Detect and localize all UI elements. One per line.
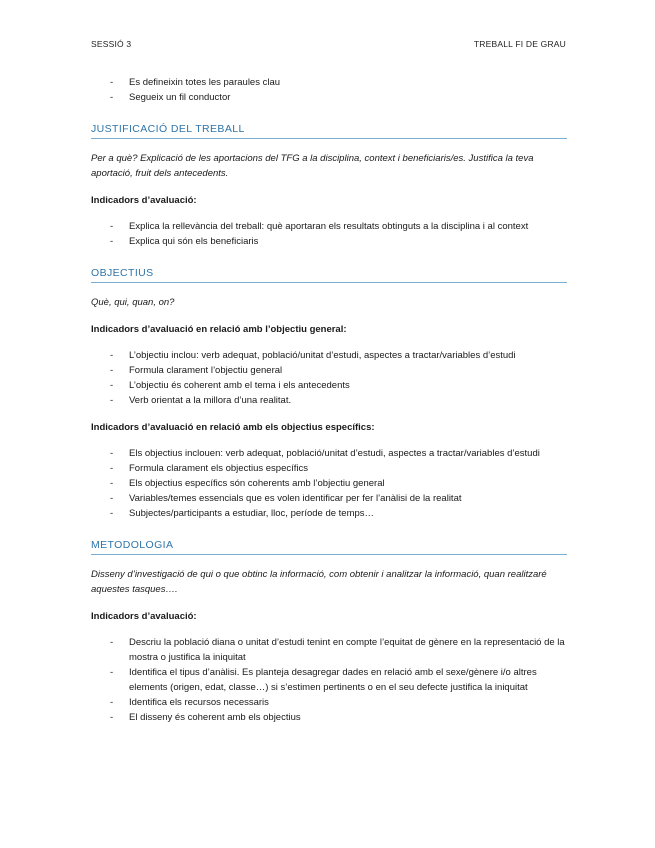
section-title-objectius: OBJECTIUS — [91, 267, 567, 283]
justificacio-indicators-label: Indicadors d’avaluació: — [91, 195, 197, 206]
list-item: - Identifica els recursos necessaris — [91, 695, 567, 710]
justificacio-intro: Per a què? Explicació de les aportacions del TFG a la disciplina, context i beneficiaris/es. Justifica la teva aportació, fruit dels antecedents. — [91, 153, 534, 179]
list-item: - Variables/temes essencials que es volen identificar per fer l’anàlisi de la realitat — [91, 491, 567, 506]
header-session: SESSIÓ 3 — [91, 39, 132, 49]
document-body — [91, 75, 567, 725]
objectius-general-label: Indicadors d’avaluació en relació amb l’objectiu general: — [91, 324, 347, 335]
list-item: - Formula clarament els objectius específics — [91, 461, 567, 476]
list-item: - L’objectiu inclou: verb adequat, població/unitat d’estudi, aspectes a tractar/variables d’estudi — [91, 348, 567, 363]
list-item: - Explica qui són els beneficiaris — [91, 234, 567, 249]
list-item: - Els objectius específics són coherents amb l’objectiu general — [91, 476, 567, 491]
header-course-title: TREBALL FI DE GRAU — [473, 39, 566, 49]
objectius-specific-list — [91, 446, 567, 521]
list-item: - Segueix un fil conductor — [91, 90, 567, 105]
list-item: - Subjectes/participants a estudiar, lloc, període de temps… — [91, 506, 567, 521]
list-item: - El disseny és coherent amb els objectius — [91, 710, 567, 725]
list-item: - Es defineixin totes les paraules clau — [91, 75, 567, 90]
objectius-specific-label: Indicadors d’avaluació en relació amb els objectius específics: — [91, 422, 375, 433]
section-title-justificacio: JUSTIFICACIÓ DEL TREBALL — [91, 123, 567, 139]
list-item: - Formula clarament l’objectiu general — [91, 363, 567, 378]
top-list — [91, 75, 567, 105]
metodologia-intro: Disseny d’investigació de qui o que obtinc la informació, com obtenir i analitzar la informació, quan realitzaré aquestes tasques…. — [91, 569, 547, 595]
list-item: - Identifica el tipus d’anàlisi. Es planteja desagregar dades en relació amb el sexe/gènere i/o altres elements (origen, edat, classe…) si s’estimen pertinents o en el seu defecte justifica la iniquitat — [91, 665, 567, 695]
metodologia-indicators-label: Indicadors d’avaluació: — [91, 611, 197, 622]
list-item: - Descriu la població diana o unitat d’estudi tenint en compte l’equitat de gènere en la representació de la mostra o justifica la iniquitat — [91, 635, 567, 665]
list-item: - Verb orientat a la millora d’una realitat. — [91, 393, 567, 408]
justificacio-list — [91, 219, 567, 249]
objectius-intro: Què, qui, quan, on? — [91, 297, 175, 308]
section-title-metodologia: METODOLOGIA — [91, 539, 567, 555]
list-item: - Els objectius inclouen: verb adequat, població/unitat d’estudi, aspectes a tractar/variables d’estudi — [91, 446, 567, 461]
list-item: - L’objectiu és coherent amb el tema i els antecedents — [91, 378, 567, 393]
list-item: - Explica la rellevància del treball: què aportaran els resultats obtinguts a la disciplina i al context — [91, 219, 567, 234]
metodologia-list — [91, 635, 567, 725]
objectius-general-list — [91, 348, 567, 408]
